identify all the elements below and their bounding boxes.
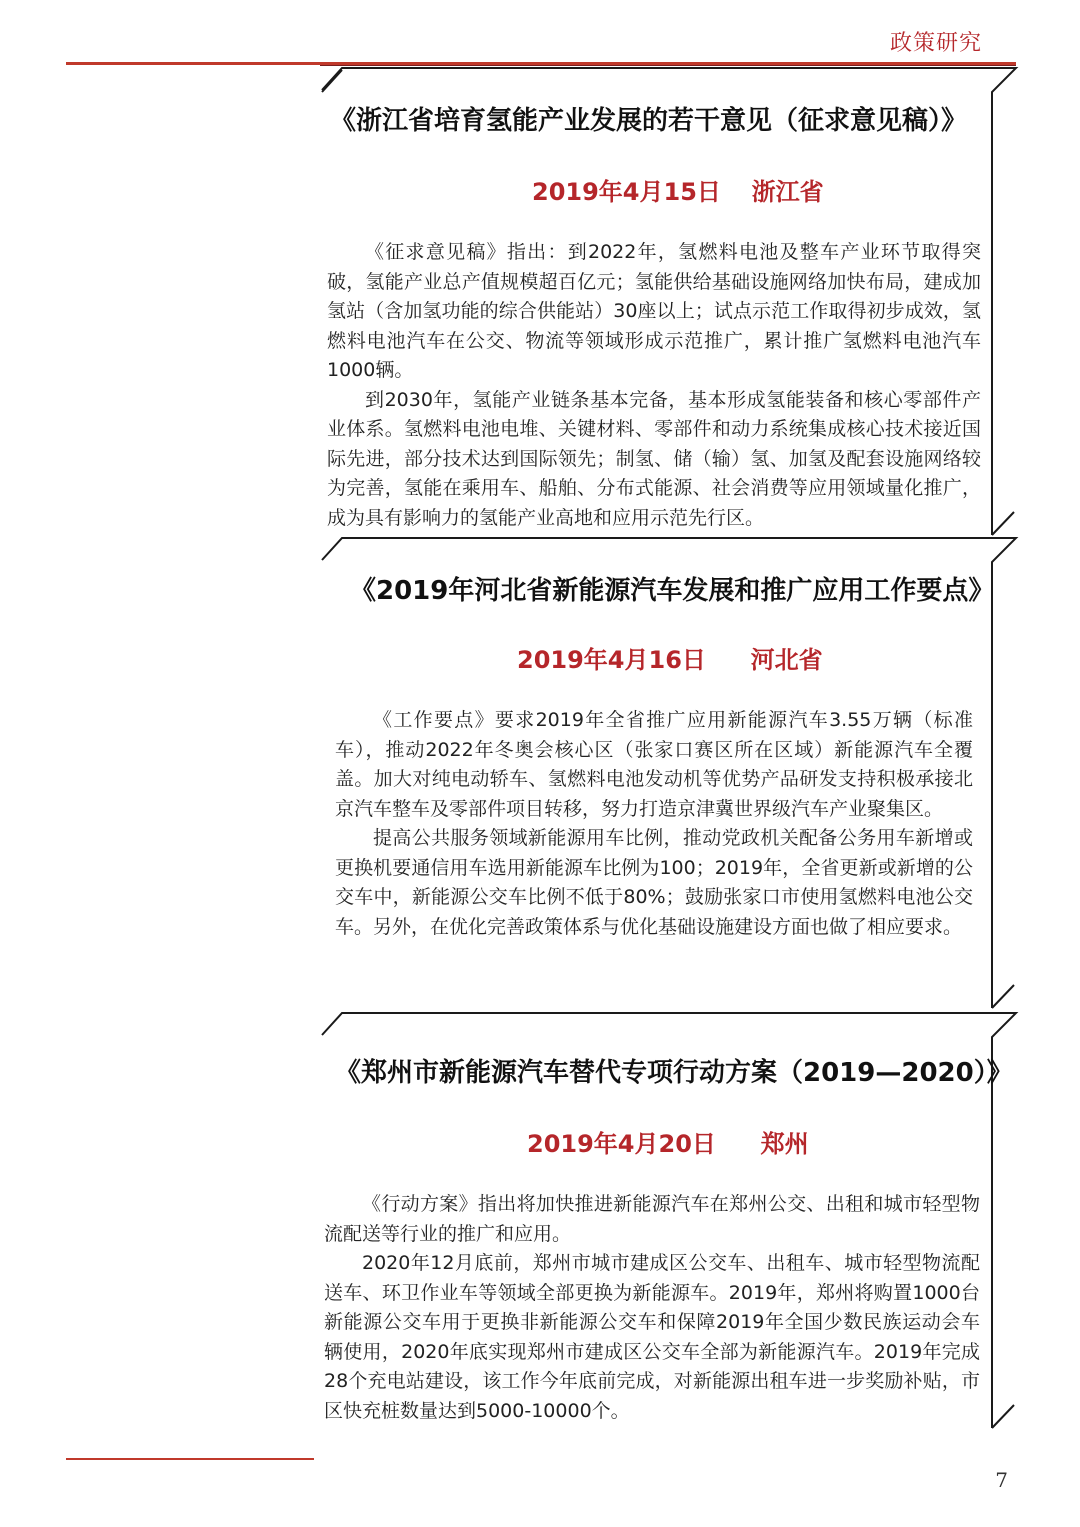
section-1-title: 《浙江省培育氢能产业发展的若干意见（征求意见稿）》	[330, 106, 968, 136]
page-number: 7	[995, 1468, 1008, 1492]
section-1-date-line	[532, 172, 824, 207]
section-1-region: 浙江省	[751, 178, 824, 206]
section-3-region: 郑州	[760, 1130, 809, 1158]
section-2-paragraph: 《工作要点》要求2019年全省推广应用新能源汽车3.55万辆（标准车），推动2022年冬奥会核心区（张家口赛区所在区域）新能源汽车全覆盖。加大对纯电动轿车、氢燃料电池发动机等优势产品研发支持积极承接北京汽车整车及零部件项目转移，努力打造京津冀世界级汽车产业聚集区。	[335, 709, 973, 820]
section-3-date-line	[527, 1124, 809, 1159]
section-3-date: 2019年4月20日	[527, 1130, 716, 1158]
section-3-title: 《郑州市新能源汽车替代专项行动方案（2019—2020）》	[335, 1058, 1013, 1088]
header-rule-dark	[320, 65, 1016, 66]
section-2-title: 《2019年河北省新能源汽车发展和推广应用工作要点》	[350, 576, 995, 606]
footer-rule	[66, 1458, 314, 1460]
section-1-paragraph: 《征求意见稿》指出：到2022年，氢燃料电池及整车产业环节取得突破，氢能产业总产值规模超百亿元；氢能供给基础设施网络加快布局，建成加氢站（含加氢功能的综合供能站）30座以上；试点示范工作取得初步成效，氢燃料电池汽车在公交、物流等领域形成示范推广，累计推广氢燃料电池汽车1000辆。	[327, 241, 981, 381]
section-1-paragraph: 到2030年，氢能产业链条基本完备，基本形成氢能装备和核心零部件产业体系。氢燃料电池电堆、关键材料、零部件和动力系统集成核心技术接近国际先进，部分技术达到国际领先；制氢、储（输）氢、加氢及配套设施网络较为完善，氢能在乘用车、船舶、分布式能源、社会消费等应用领域量化推广，成为具有影响力的氢能产业高地和应用示范先行区。	[327, 388, 981, 529]
section-3-paragraph: 2020年12月底前，郑州市城市建成区公交车、出租车、城市轻型物流配送车、环卫作业车等领域全部更换为新能源车。2019年，郑州将购置1000台新能源公交车用于更换非新能源公交车和保障2019年全国少数民族运动会车辆使用，2020年底实现郑州市建成区公交车全部为新能源汽车。2019年完成28个充电站建设，该工作今年底前完成，对新能源出租车进一步奖励补贴，市区快充桩数量达到5000-10000个。	[324, 1252, 980, 1422]
section-1-date: 2019年4月15日	[532, 178, 721, 206]
frame-1-top-slash	[322, 70, 342, 92]
section-2-date-line	[517, 640, 823, 675]
section-1-body	[327, 238, 981, 533]
section-2-body	[335, 706, 973, 942]
section-3-body	[324, 1190, 980, 1426]
frame-1-bottom-slash	[992, 512, 1014, 535]
section-2-paragraph: 提高公共服务领域新能源用车比例，推动党政机关配备公务用车新增或更换机要通信用车选用新能源车比例为100；2019年，全省更新或新增的公交车中，新能源公交车比例不低于80%；鼓励张家口市使用氢燃料电池公交车。另外，在优化完善政策体系与优化基础设施建设方面也做了相应要求。	[335, 827, 973, 938]
section-2-region: 河北省	[750, 646, 823, 674]
header-section-label: 政策研究	[889, 31, 982, 56]
frame-3-bottom-slash	[992, 1405, 1014, 1428]
section-2-date: 2019年4月16日	[517, 646, 706, 674]
frame-2-bottom-slash	[992, 985, 1014, 1008]
section-3-paragraph: 《行动方案》指出将加快推进新能源汽车在郑州公交、出租和城市轻型物流配送等行业的推广和应用。	[324, 1193, 980, 1245]
